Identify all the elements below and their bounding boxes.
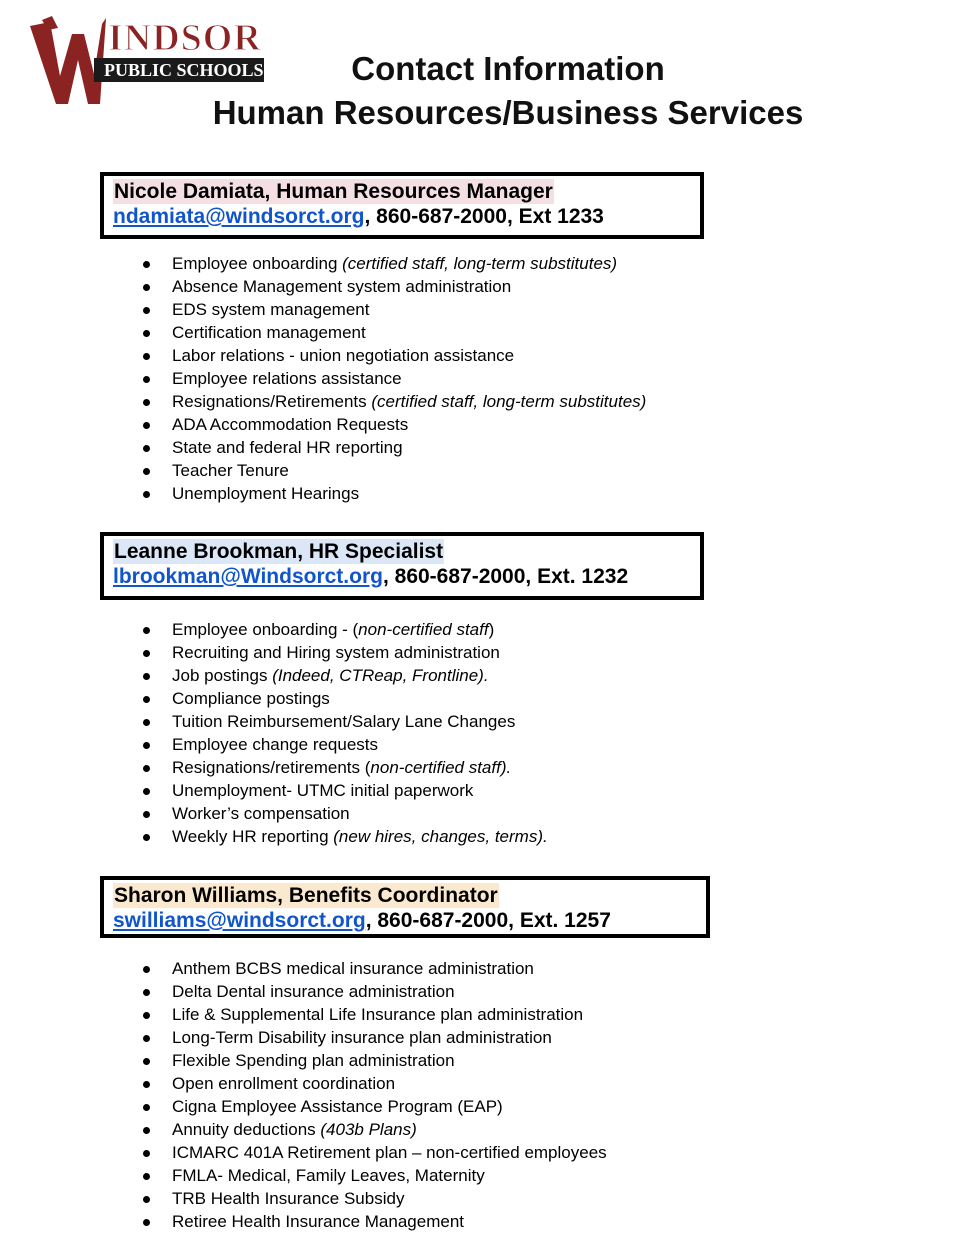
page-subtitle: Human Resources/Business Services: [212, 94, 804, 131]
list-item: Open enrollment coordination: [142, 1072, 607, 1095]
list-item: Resignations/Retirements (certified staff, long-term substitutes): [142, 390, 646, 413]
list-item: Employee onboarding (certified staff, long-term substitutes): [142, 252, 646, 275]
contact-name: Nicole Damiata, Human Resources Manager: [114, 180, 553, 203]
list-item: Weekly HR reporting (new hires, changes, terms).: [142, 825, 548, 848]
list-item: ICMARC 401A Retirement plan – non-certified employees: [142, 1141, 607, 1164]
list-item: Job postings (Indeed, CTReap, Frontline).: [142, 664, 548, 687]
list-item: Flexible Spending plan administration: [142, 1049, 607, 1072]
list-item: State and federal HR reporting: [142, 436, 646, 459]
list-item: Resignations/retirements (non-certified staff).: [142, 756, 548, 779]
list-item: Unemployment Hearings: [142, 482, 646, 505]
list-item: Retiree Health Insurance Management: [142, 1210, 607, 1233]
list-item: Tuition Reimbursement/Salary Lane Changes: [142, 710, 548, 733]
list-item: Annuity deductions (403b Plans): [142, 1118, 607, 1141]
list-item: Unemployment- UTMC initial paperwork: [142, 779, 548, 802]
duty-list-brookman: [142, 618, 548, 848]
list-item: FMLA- Medical, Family Leaves, Maternity: [142, 1164, 607, 1187]
list-item: Life & Supplemental Life Insurance plan administration: [142, 1003, 607, 1026]
logo-sub: PUBLIC SCHOOLS: [104, 60, 264, 80]
list-item: Worker’s compensation: [142, 802, 548, 825]
list-item: Cigna Employee Assistance Program (EAP): [142, 1095, 607, 1118]
list-item: ADA Accommodation Requests: [142, 413, 646, 436]
list-item: EDS system management: [142, 298, 646, 321]
email-link[interactable]: lbrookman@Windsorct.org: [113, 565, 383, 588]
contact-name: Leanne Brookman, HR Specialist: [114, 540, 444, 563]
list-item: Long-Term Disability insurance plan administration: [142, 1026, 607, 1049]
list-item: TRB Health Insurance Subsidy: [142, 1187, 607, 1210]
list-item: Certification management: [142, 321, 646, 344]
contact-card-brookman: [100, 532, 704, 600]
email-link[interactable]: ndamiata@windsorct.org: [113, 205, 365, 228]
contact-card-williams: [100, 876, 710, 938]
list-item: Recruiting and Hiring system administration: [142, 641, 548, 664]
list-item: Employee relations assistance: [142, 367, 646, 390]
page-title: Contact Information: [351, 50, 665, 87]
duty-list-damiata: [142, 252, 646, 505]
contact-phone: , 860-687-2000, Ext. 1257: [365, 909, 611, 932]
logo-word: INDSOR: [108, 17, 262, 59]
list-item: Delta Dental insurance administration: [142, 980, 607, 1003]
duty-list-williams: [142, 957, 607, 1233]
list-item: Employee change requests: [142, 733, 548, 756]
email-link[interactable]: swilliams@windsorct.org: [113, 909, 366, 932]
list-item: Teacher Tenure: [142, 459, 646, 482]
list-item: Absence Management system administration: [142, 275, 646, 298]
contact-card-damiata: [100, 172, 704, 239]
list-item: Employee onboarding - (non-certified staff): [142, 618, 548, 641]
contact-phone: , 860-687-2000, Ext. 1232: [382, 565, 629, 588]
list-item: Labor relations - union negotiation assistance: [142, 344, 646, 367]
list-item: Compliance postings: [142, 687, 548, 710]
list-item: Anthem BCBS medical insurance administration: [142, 957, 607, 980]
contact-name: Sharon Williams, Benefits Coordinator: [114, 884, 498, 907]
contact-phone: , 860-687-2000, Ext 1233: [364, 205, 604, 228]
